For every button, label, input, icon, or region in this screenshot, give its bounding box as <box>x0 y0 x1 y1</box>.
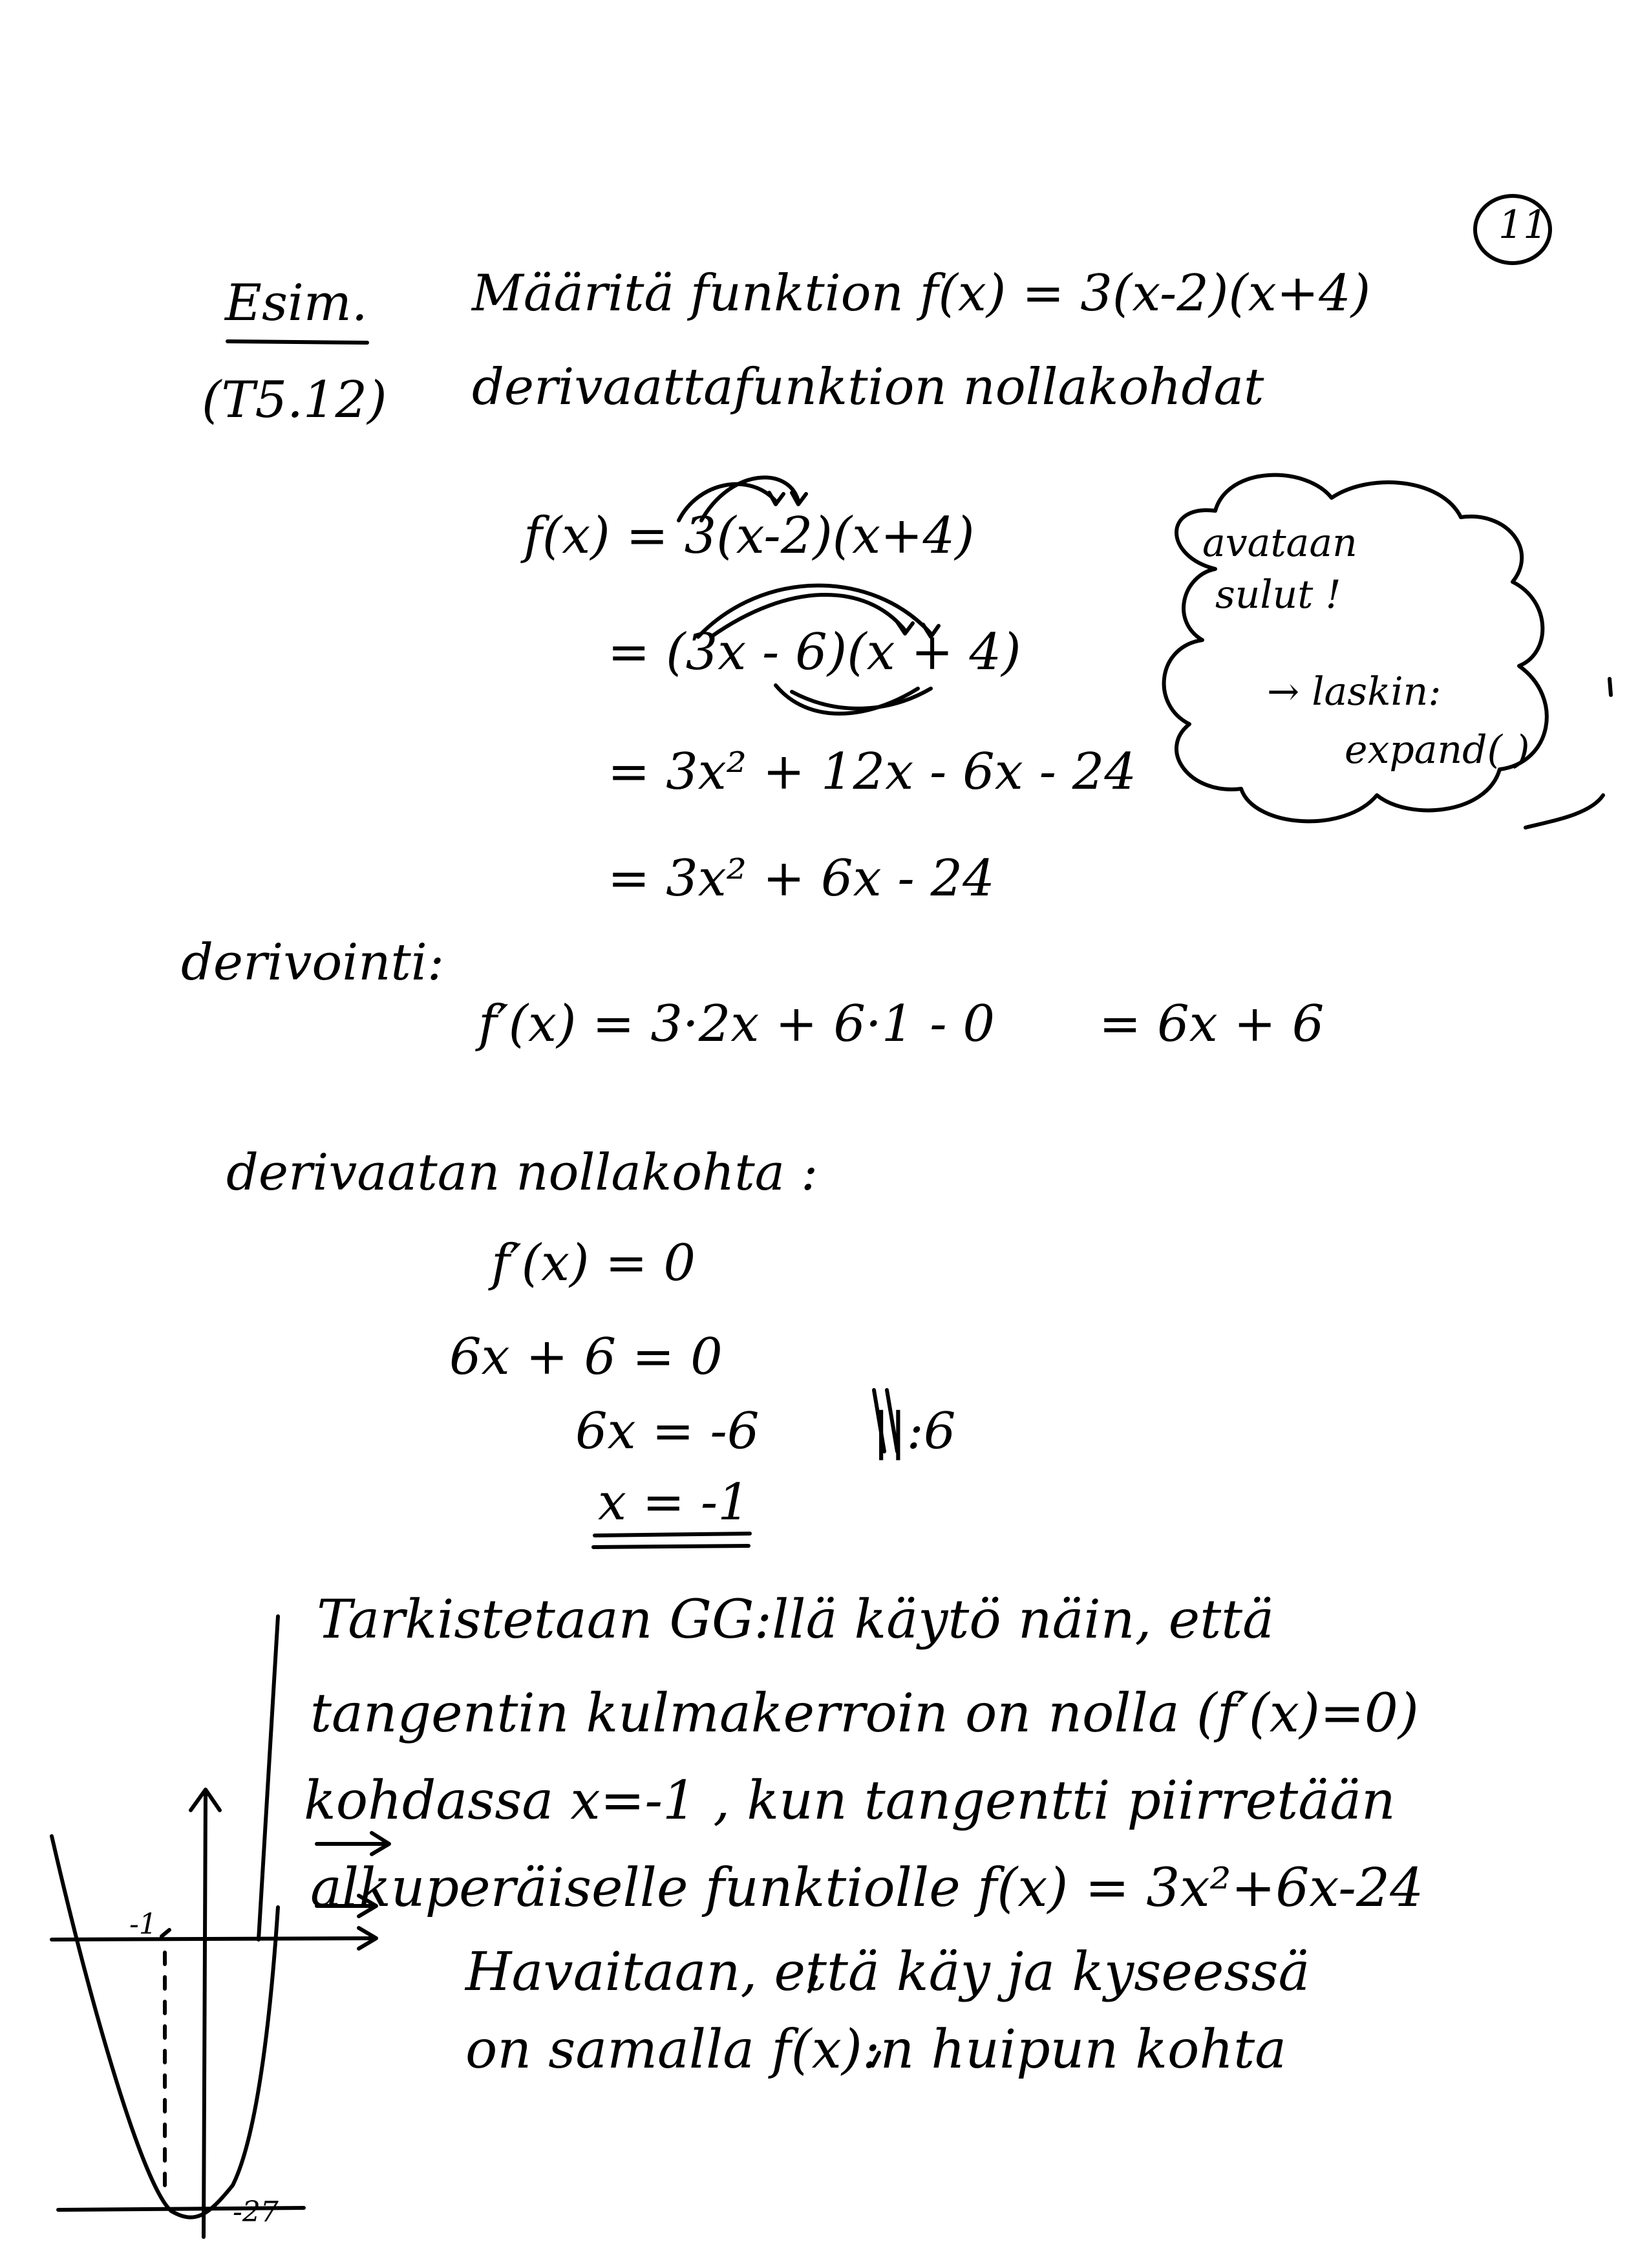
check-line-4: alkuperäiselle funktiolle f(x) = 3x²+6x-24 <box>310 1857 1424 1919</box>
cloud-note-line-2: sulut ! <box>1215 572 1341 617</box>
zero-line-2: 6x + 6 = 0 <box>449 1328 723 1386</box>
task-line-2: derivaattafunktion nollakohdat <box>472 358 1264 416</box>
graph-x-label: -1 <box>129 1908 157 1941</box>
cloud-note-line-3: → laskin: <box>1267 669 1442 714</box>
exercise-reference: (T5.12) <box>202 371 387 429</box>
check-line-2: tangentin kulmakerroin on nolla (f′(x)=0) <box>310 1683 1419 1744</box>
expansion-line-2: = (3x - 6)(x + 4) <box>608 623 1021 681</box>
derivative-line: f′(x) = 3·2x + 6·1 - 0 <box>478 995 995 1053</box>
answer-underline <box>595 1534 750 1535</box>
graph-y-label: -27 <box>233 2196 279 2229</box>
page-number: 11 <box>1498 202 1548 248</box>
task-line-1: Määritä funktion f(x) = 3(x-2)(x+4) <box>472 264 1371 323</box>
check-line-5: Havaitaan, että käy ja kyseessä <box>465 1942 1310 2003</box>
check-line-1: Tarkistetaan GG:llä käytö näin, että <box>317 1589 1275 1651</box>
expansion-line-1: f(x) = 3(x-2)(x+4) <box>524 507 975 565</box>
example-label: Esim. <box>225 274 368 332</box>
zero-answer: x = -1 <box>598 1473 750 1532</box>
zero-line-3-note: ||:6 <box>873 1402 956 1460</box>
y-axis <box>204 1791 206 2237</box>
expansion-line-4: = 3x² + 6x - 24 <box>608 850 995 908</box>
zero-label: derivaatan nollakohta : <box>226 1144 818 1202</box>
cloud-note-line-4: expand( ) <box>1345 727 1530 773</box>
check-line-6: on samalla f(x):n huipun kohta <box>465 2019 1287 2081</box>
expansion-line-3: = 3x² + 12x - 6x - 24 <box>608 743 1136 801</box>
derivative-result: = 6x + 6 <box>1099 995 1325 1053</box>
derivation-label: derivointi: <box>181 934 445 992</box>
parabola-graph <box>52 1790 376 2237</box>
cloud-note-line-1: avataan <box>1202 520 1357 566</box>
check-line-3: kohdassa x=-1 , kun tangentti piirretään <box>304 1770 1396 1832</box>
zero-line-3: 6x = -6 <box>575 1402 760 1460</box>
esim-underline <box>228 341 367 343</box>
zero-line-1: f′(x) = 0 <box>491 1234 696 1292</box>
x-axis <box>52 1938 375 1940</box>
